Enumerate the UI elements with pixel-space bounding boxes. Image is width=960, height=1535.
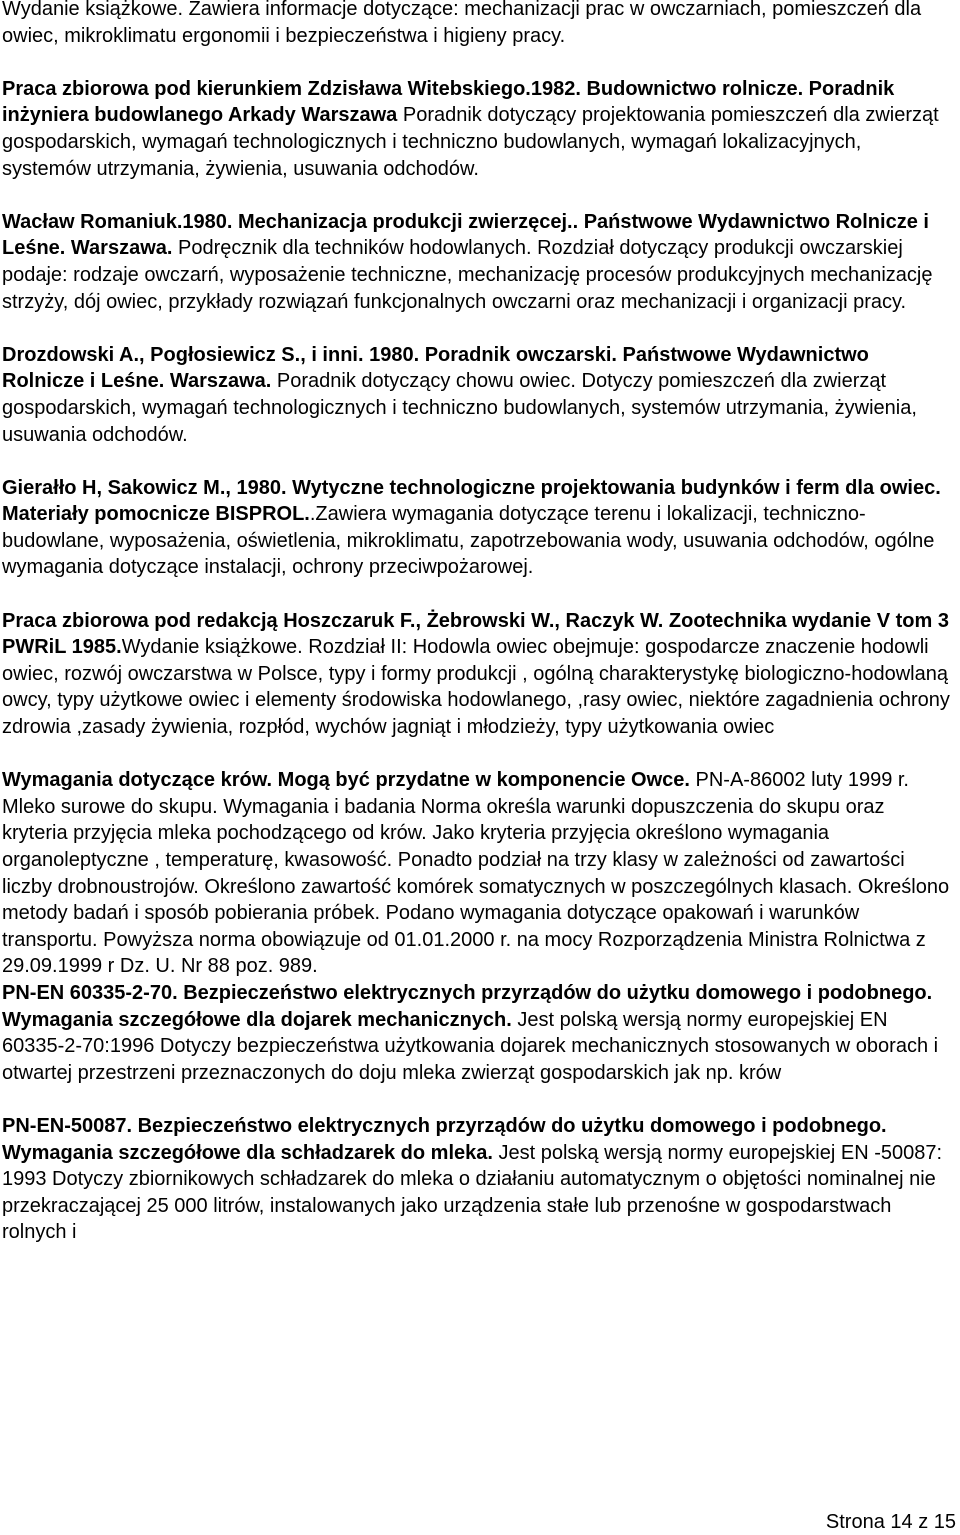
paragraph-p5 (2, 475, 954, 581)
paragraph-spacer (2, 1086, 954, 1113)
text-run: Wydanie książkowe. Zawiera informacje dotyczące: mechanizacji prac w owczarniach, pomieszczeń dla owiec, mikroklimatu ergonomii i bezpieczeństwa i higieny pracy. (2, 0, 922, 47)
paragraph-p7 (2, 767, 954, 980)
paragraph-spacer (2, 581, 954, 608)
bold-text-run: PN-EN 60335-2-70. Bezpieczeństwo elektrycznych przyrządów do użytku domowego i podobnego. Wymagania szczegółowe dla dojarek mechanicznych. (2, 981, 933, 1031)
bold-text-run: PN-EN-50087. Bezpieczeństwo elektrycznych przyrządów do użytku domowego i podobnego. Wymagania szczegółowe dla schładzarek do mleka. (2, 1114, 887, 1164)
paragraph-p4 (2, 342, 954, 448)
text-run: PN-A-86002 luty 1999 r. Mleko surowe do skupu. Wymagania i badania Norma określa warunki dopuszczenia do skupu oraz kryteria przyjęcia mleka pochodzącego od krów. Jako kryteria przyjęcia określono wymagania organoleptyczne , temperaturę, kwasowość. Ponadto podział na trzy klasy w zależności od zawartości liczby drobnoustrojów. Określono zawartość komórek somatycznych w poszczególnych klasach. Określono metody badań i sposób pobierania próbek. Podano wymagania dotyczące opakowań i warunków transportu. Powyższa norma obowiązuje od 01.01.2000 r. na mocy Rozporządzenia Ministra Rolnictwa z 29.09.1999 r Dz. U. Nr 88 poz. 989. (2, 769, 950, 978)
bold-text-run: Gierałło H, Sakowicz M., 1980. Wytyczne technologiczne projektowania budynków i ferm dla owiec. Materiały pomocnicze BISPROL. (2, 476, 941, 526)
text-run: Jest polską wersją normy europejskiej EN 60335-2-70:1996 Dotyczy bezpieczeństwa użytkowania dojarek mechanicznych stosowanych w oborach i otwartej przestrzeni przeznaczonych do doju mleka zwierząt gospodarskich jak np. krów (2, 1008, 939, 1084)
text-run: .Zawiera wymagania dotyczące terenu i lokalizacji, techniczno-budowlane, wyposażenia, oświetlenia, mikroklimatu, zapotrzebowania wody, usuwania odchodów, ogólne wymagania dotyczące instalacji, ochrony przeciwpożarowej. (2, 503, 935, 579)
paragraph-spacer (2, 315, 954, 342)
paragraph-spacer (2, 448, 954, 475)
text-run: Poradnik dotyczący projektowania pomieszczeń dla zwierząt gospodarskich, wymagań technologicznych i techniczno budowlanych, wymagań lokalizacyjnych, systemów utrzymania, żywienia, usuwania odchodów. (2, 104, 939, 180)
paragraph-spacer (2, 49, 954, 76)
paragraph-p1 (2, 0, 954, 49)
paragraph-p3 (2, 209, 954, 315)
paragraph-p2 (2, 76, 954, 182)
bold-text-run: Wacław Romaniuk.1980. Mechanizacja produkcji zwierzęcej.. Państwowe Wydawnictwo Rolnicze i Leśne. Warszawa. (2, 210, 929, 260)
paragraph-spacer (2, 182, 954, 209)
text-run: Podręcznik dla techników hodowlanych. Rozdział dotyczący produkcji owczarskiej podaje: rodzaje owczarń, wyposażenie techniczne, mechanizację procesów produkcyjnych mechanizację strzyży, dój owiec, przykłady rozwiązań funkcjonalnych owczarni oraz mechanizacji i organizacji pracy. (2, 237, 933, 313)
document-body (2, 0, 954, 1246)
bold-text-run: Drozdowski A., Pogłosiewicz S., i inni. 1980. Poradnik owczarski. Państwowe Wydawnictwo Rolnicze i Leśne. Warszawa. (2, 343, 869, 393)
bold-text-run: Wymagania dotyczące krów. Mogą być przydatne w komponencie Owce. (2, 769, 690, 792)
bold-text-run: Praca zbiorowa pod redakcją Hoszczaruk F., Żebrowski W., Raczyk W. Zootechnika wydanie V tom 3 PWRiL 1985. (2, 609, 949, 659)
paragraph-p6 (2, 608, 954, 741)
paragraph-p9 (2, 1113, 954, 1246)
text-run: Poradnik dotyczący chowu owiec. Dotyczy pomieszczeń dla zwierząt gospodarskich, wymagań technologicznych i techniczno budowlanych, systemów utrzymania, żywienia, usuwania odchodów. (2, 370, 917, 446)
text-run: Wydanie książkowe. Rozdział II: Hodowla owiec obejmuje: gospodarcze znaczenie hodowli owiec, rozwój owczarstwa w Polsce, typy i formy produkcji , ogólną charakterystykę biologiczno-hodowlaną owcy, typy użytkowe owiec i elementy środowiska hodowlanego, ,rasy owiec, niektóre zagadnienia ochrony zdrowia ,zasady żywienia, rozpłód, wychów jagniąt i młodzieży, typy użytkowania owiec (2, 636, 950, 739)
paragraph-p8 (2, 980, 954, 1086)
page-number: Strona 14 z 15 (825, 1511, 956, 1533)
bold-text-run: Praca zbiorowa pod kierunkiem Zdzisława Witebskiego.1982. Budownictwo rolnicze. Poradnik inżyniera budowlanego Arkady Warszawa (2, 77, 895, 127)
paragraph-spacer (2, 741, 954, 768)
text-run: Jest polską wersją normy europejskiej EN -50087: 1993 Dotyczy zbiornikowych schładzarek do mleka o działaniu automatycznym o objętości nominalnej nie przekraczającej 25 000 litrów, instalowanych jako urządzenia stałe lub przenośne w gospodarstwach rolnych i (2, 1141, 943, 1244)
